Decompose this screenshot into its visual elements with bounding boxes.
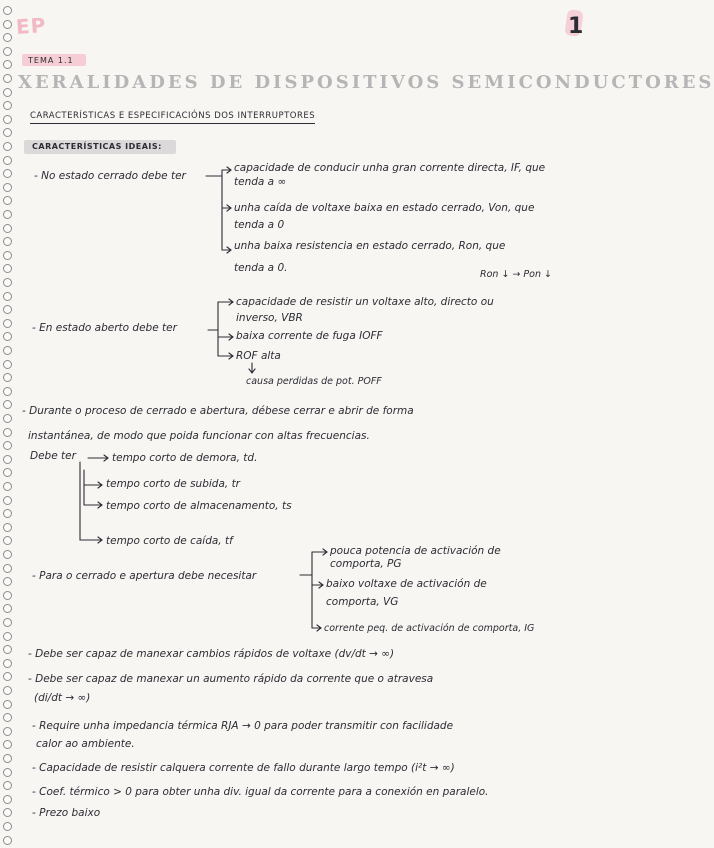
gate-item-1-line-1: pouca potencia de activación de (330, 545, 501, 557)
open-item-1-line-1: capacidade de resistir un voltaxe alto, directo ou (236, 296, 494, 308)
gate-item-2-line-2: comporta, VG (326, 596, 399, 608)
list-di-line-1: - Debe ser capaz de manexar un aumento rápido da corrente que o atravesa (28, 673, 434, 685)
closed-item-3-line-1: unha baixa resistencia en estado cerrado, Ron, que (234, 240, 506, 252)
closed-item-3-line-2: tenda a 0. (234, 262, 288, 274)
closed-item-1-line-1: capacidade de conducir unha gran corrente directa, IF, que (234, 162, 546, 174)
list-di-line-2: (di/dt → ∞) (34, 692, 91, 704)
list-rja-line-1: - Require unha impedancia térmica RJA → 0 para poder transmitir con facilidade (32, 720, 454, 732)
list-fault: - Capacidade de resistir calquera corrente de fallo durante largo tempo (i²t → ∞) (32, 762, 455, 774)
tema-label: TEMA 1.1 (28, 56, 74, 65)
list-rja-line-2: calor ao ambiente. (36, 738, 135, 750)
gate-lead: - Para o cerrado e apertura debe necesitar (32, 570, 257, 582)
open-item-2: baixa corrente de fuga IOFF (236, 330, 383, 342)
list-dv: - Debe ser capaz de manexar cambios rápidos de voltaxe (dv/dt → ∞) (28, 648, 395, 660)
switching-item-4: tempo corto de caída, tf (106, 535, 233, 547)
open-item-3: ROF alta (236, 350, 281, 362)
switching-item-2: tempo corto de subida, tr (106, 478, 241, 490)
switching-lead: Debe ter (30, 450, 76, 462)
switching-line-2: instantánea, de modo que poida funcionar con altas frecuencias. (28, 430, 370, 442)
switching-item-1: tempo corto de demora, td. (112, 452, 258, 464)
subtitle: CARACTERÍSTICAS E ESPECIFICACIÓNS DOS INTERRUPTORES (30, 111, 315, 124)
list-coef: - Coef. térmico > 0 para obter unha div. igual da corrente para a conexión en paralelo. (32, 786, 489, 798)
closed-item-2-line-1: unha caída de voltaxe baixa en estado cerrado, Von, que (234, 202, 535, 214)
closed-item-3-note: Ron ↓ → Pon ↓ (480, 269, 552, 280)
list-price: - Prezo baixo (32, 807, 101, 819)
gate-item-2-line-1: baixo voltaxe de activación de (326, 578, 487, 590)
closed-item-2-line-2: tenda a 0 (234, 219, 285, 231)
open-item-3-note: causa perdidas de pot. POFF (246, 376, 382, 387)
switching-line-1: - Durante o proceso de cerrado e abertura, débese cerrar e abrir de forma (22, 405, 414, 417)
switching-item-3: tempo corto de almacenamento, ts (106, 500, 292, 512)
closed-item-1-line-2: tenda a ∞ (234, 176, 287, 188)
page-title: XERALIDADES DE DISPOSITIVOS SEMICONDUCTORES (18, 72, 714, 93)
open-state-lead: - En estado aberto debe ter (32, 322, 177, 334)
gate-item-1-line-2: comporta, PG (330, 558, 402, 570)
section-heading: CARACTERÍSTICAS IDEAIS: (32, 142, 162, 151)
open-item-1-line-2: inverso, VBR (236, 312, 303, 324)
page-number: 1 (568, 14, 584, 39)
ep-logo: EP (15, 12, 48, 40)
gate-item-3: corrente peq. de activación de comporta, IG (324, 623, 535, 634)
closed-state-lead: - No estado cerrado debe ter (34, 170, 186, 182)
